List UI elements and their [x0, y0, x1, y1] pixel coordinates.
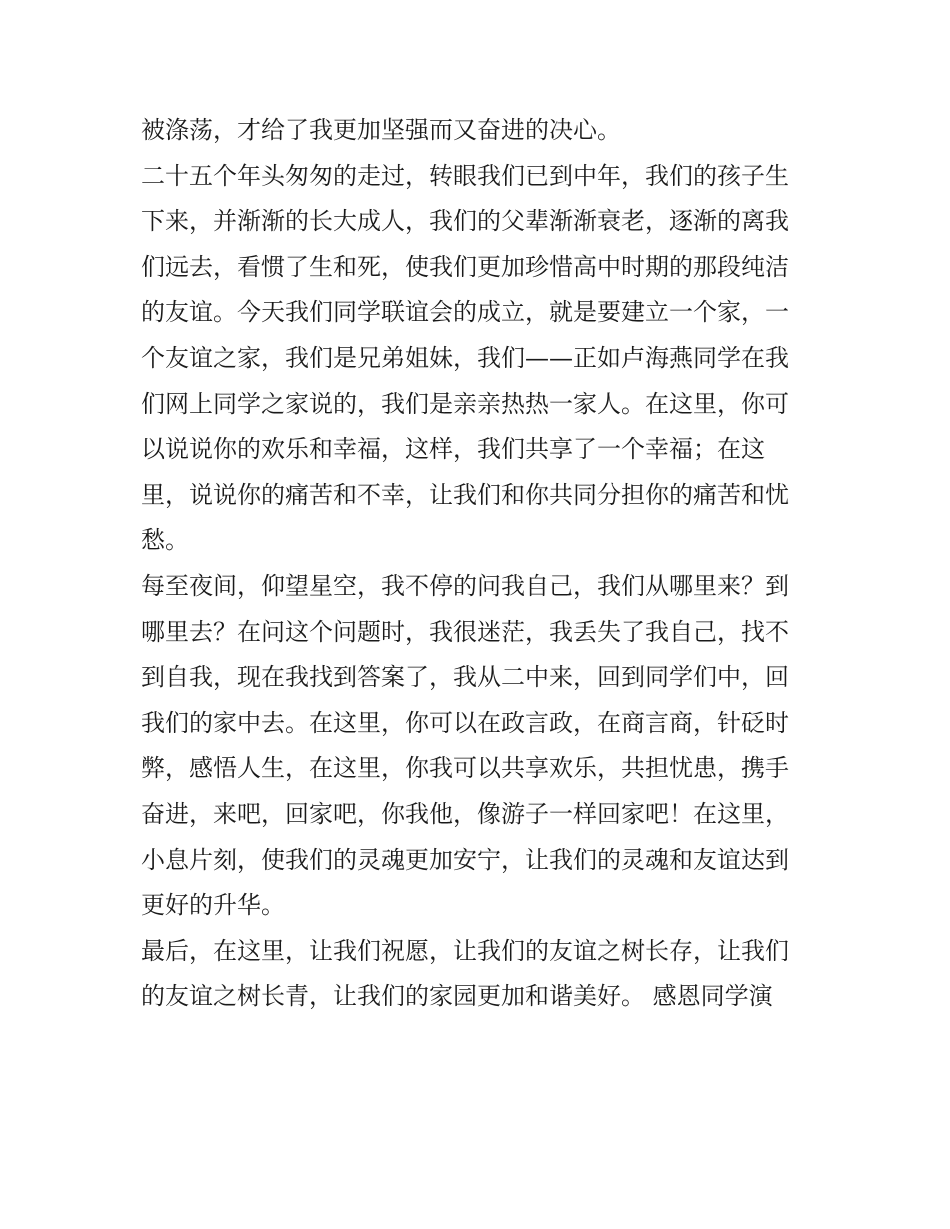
text-line: 奋进，来吧，回家吧，你我他，像游子一样回家吧！在这里， [141, 799, 789, 828]
text-line: 到自我，现在我找到答案了，我从二中来，回到同学们中，回 [141, 663, 789, 692]
paragraph [141, 929, 813, 1020]
paragraph [141, 154, 813, 564]
text-line: 愁。 [141, 526, 189, 555]
text-line: 下来，并渐渐的长大成人，我们的父辈渐渐衰老，逐渐的离我 [141, 207, 789, 236]
text-line: 的友谊之树长青，让我们的家园更加和谐美好。 感恩同学演 [141, 982, 773, 1011]
text-line: 小息片刻，使我们的灵魂更加安宁，让我们的灵魂和友谊达到 [141, 845, 789, 874]
text-line: 弊，感悟人生，在这里，你我可以共享欢乐，共担忧患，携手 [141, 754, 789, 783]
text-line: 们网上同学之家说的，我们是亲亲热热一家人。在这里，你可 [141, 389, 789, 418]
paragraph [141, 108, 813, 154]
text-line: 最后，在这里，让我们祝愿，让我们的友谊之树长存，让我们 [141, 936, 789, 965]
text-line: 们远去，看惯了生和死，使我们更加珍惜高中时期的那段纯洁 [141, 252, 789, 281]
document-body [141, 108, 813, 1020]
text-line: 哪里去？在问这个问题时，我很迷茫，我丢失了我自己，找不 [141, 617, 789, 646]
text-line: 二十五个年头匆匆的走过，转眼我们已到中年，我们的孩子生 [141, 161, 789, 190]
paragraph [141, 564, 813, 929]
text-line: 每至夜间，仰望星空，我不停的问我自己，我们从哪里来？到 [141, 571, 789, 600]
text-line: 更好的升华。 [141, 891, 285, 920]
text-line: 的友谊。今天我们同学联谊会的成立，就是要建立一个家，一 [141, 298, 789, 327]
text-line: 我们的家中去。在这里，你可以在政言政，在商言商，针砭时 [141, 708, 789, 737]
text-line: 被涤荡，才给了我更加坚强而又奋进的决心。 [141, 116, 621, 144]
text-line: 里，说说你的痛苦和不幸，让我们和你共同分担你的痛苦和忧 [141, 480, 789, 509]
text-line: 以说说你的欢乐和幸福，这样，我们共享了一个幸福；在这 [141, 435, 765, 464]
text-line: 个友谊之家，我们是兄弟姐妹，我们——正如卢海燕同学在我 [141, 343, 789, 372]
